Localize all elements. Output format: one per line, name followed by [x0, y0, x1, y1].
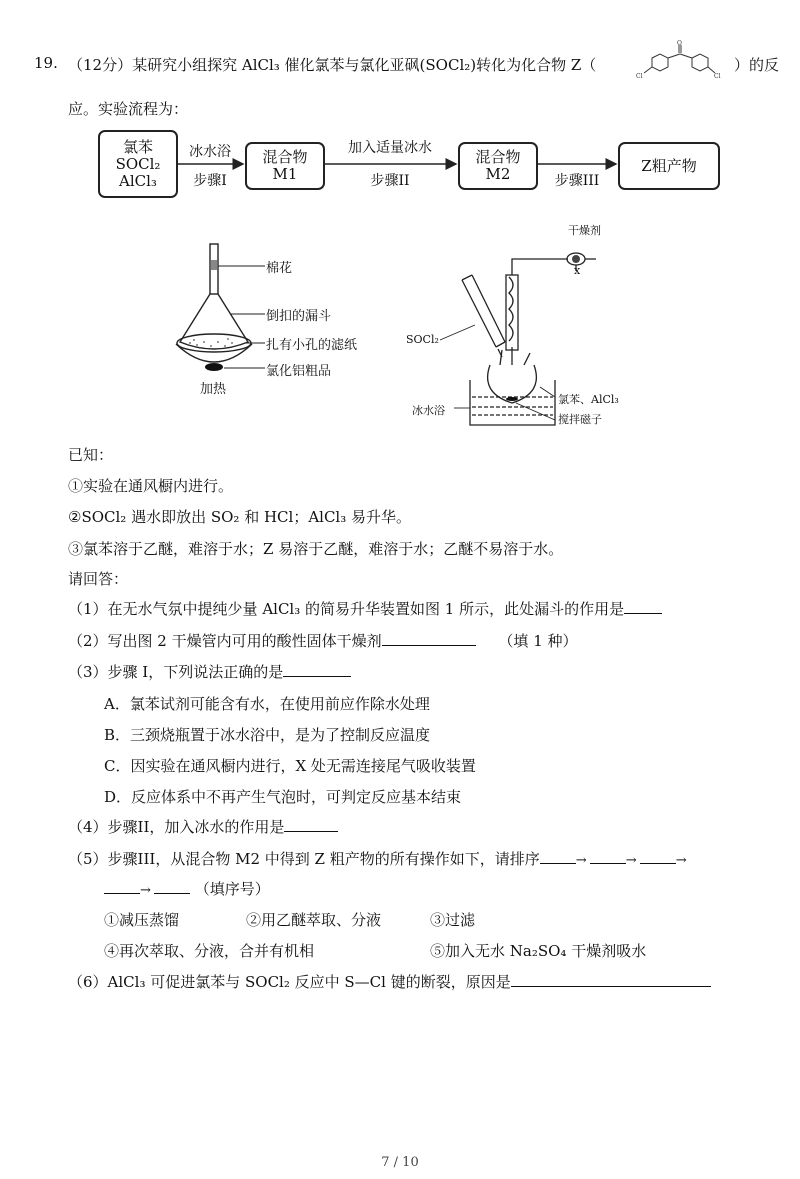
- q5: [68, 848, 690, 869]
- q6-text: （6）AlCl₃ 可促进氯苯与 SOCl₂ 反应中 S—Cl 键的断裂，原因是: [68, 973, 511, 991]
- fig1-label-cotton: 棉花: [266, 261, 293, 276]
- question-line1: （12分）某研究小组探究 AlCl₃ 催化氯苯与氯化亚砜(SOCl₂)转化为化合物 Z（: [68, 56, 597, 74]
- q6-answer-blank[interactable]: [511, 971, 711, 987]
- flow-arrow2-bottom: 步骤II: [370, 173, 410, 189]
- fig2-label-reagents: 氯苯、AlCl₃: [558, 393, 619, 406]
- question-number: 19.: [34, 54, 58, 72]
- q3-option-c: C．因实验在通风橱内进行，X 处无需连接尾气吸收装置: [104, 757, 476, 775]
- fig1-label-heat: 加热: [200, 382, 227, 397]
- q1-text: （1）在无水气氛中提纯少量 AlCl₃ 的简易升华装置如图 1 所示，此处漏斗的作用是: [68, 600, 625, 618]
- q5-text: （5）步骤III，从混合物 M2 中得到 Z 粗产物的所有操作如下，请排序: [68, 850, 540, 868]
- q4-text: （4）步骤II，加入冰水的作用是: [68, 818, 285, 836]
- flow-reagent-1: 氯苯: [122, 137, 153, 156]
- flow-arrow1-bottom: 步骤I: [193, 173, 227, 189]
- q3-option-d: D．反应体系中不再产生气泡时，可判定反应基本结束: [104, 788, 462, 806]
- flow-arrow2-top: 加入适量冰水: [348, 140, 432, 156]
- q5-blank-2[interactable]: [590, 848, 626, 864]
- q5-blank-3[interactable]: [640, 848, 676, 864]
- flow-arrow1-top: 冰水浴: [189, 144, 231, 160]
- q1-answer-blank[interactable]: [624, 598, 662, 614]
- flow-product: Z粗产物: [641, 156, 697, 175]
- fig2-label-desiccant: 干燥剂: [568, 224, 601, 237]
- fig1-label-filter: 扎有小孔的滤纸: [266, 338, 358, 353]
- flow-m2-line2: M2: [485, 165, 511, 183]
- svg-text:O: O: [677, 40, 682, 47]
- flow-reagent-3: AlCl₃: [119, 171, 157, 190]
- q5-arrow-2: →: [625, 853, 637, 868]
- flow-m1-line2: M1: [272, 165, 298, 183]
- fig2-label-x: x: [574, 264, 581, 277]
- q5-op-3: ③过滤: [430, 911, 476, 929]
- q5-op-4: ④再次萃取、分液，合并有机相: [104, 942, 315, 960]
- q3-text: （3）步骤 I，下列说法正确的是: [68, 663, 284, 681]
- q5-op-5: ⑤加入无水 Na₂SO₄ 干燥剂吸水: [430, 942, 647, 960]
- q5-blank-1[interactable]: [540, 848, 576, 864]
- fig1-label-crude: 氯化铝粗品: [266, 364, 332, 379]
- fig2-label-ice-bath: 冰水浴: [412, 404, 445, 417]
- flow-m2-line1: 混合物: [475, 148, 521, 166]
- q5-arrow-4: →: [140, 883, 151, 898]
- q3-option-b: B．三颈烧瓶置于冰水浴中，是为了控制反应温度: [104, 726, 431, 744]
- q5-arrow-1: →: [575, 853, 587, 868]
- q2-hint: （填 1 种）: [498, 632, 578, 650]
- known-heading: 已知：: [68, 446, 114, 464]
- q2: [68, 630, 578, 651]
- q5-arrow-3: →: [675, 853, 687, 868]
- svg-text:Cl: Cl: [714, 73, 721, 80]
- q3: [68, 661, 351, 682]
- cotton-plug: [211, 260, 217, 270]
- q6: [68, 971, 711, 992]
- q5-op-1: ①减压蒸馏: [104, 911, 180, 929]
- q3-answer-blank[interactable]: [283, 661, 351, 677]
- figure1-sublimation: [170, 230, 270, 400]
- flow-reagent-2: SOCl₂: [115, 154, 161, 173]
- q4: [68, 816, 338, 837]
- q5-hint: （填序号）: [194, 880, 270, 898]
- svg-text:Cl: Cl: [636, 73, 643, 80]
- q4-answer-blank[interactable]: [284, 816, 338, 832]
- flow-m1-line1: 混合物: [262, 148, 308, 166]
- q5-blank-5[interactable]: [154, 878, 190, 894]
- question-line1-end: ）的反: [734, 56, 780, 74]
- fig2-label-socl2: SOCl₂: [406, 333, 439, 346]
- known-item-2: ②SOCl₂ 遇水即放出 SO₂ 和 HCl；AlCl₃ 易升华。: [68, 508, 412, 526]
- q1: [68, 598, 662, 619]
- fig2-label-stir: 搅拌磁子: [558, 413, 602, 426]
- crude-alcl3: [205, 363, 223, 371]
- answer-heading: 请回答：: [68, 570, 129, 588]
- q2-text: （2）写出图 2 干燥管内可用的酸性固体干燥剂: [68, 632, 382, 650]
- page-number: 7 / 10: [381, 1155, 419, 1170]
- known-item-1: ①实验在通风橱内进行。: [68, 477, 234, 495]
- flow-arrow3-bottom: 步骤III: [554, 173, 600, 189]
- question-line2: 应。实验流程为：: [68, 100, 189, 118]
- q5-line2: [104, 878, 270, 899]
- stir-bar: [506, 397, 518, 401]
- q2-answer-blank[interactable]: [382, 630, 476, 646]
- known-item-3: ③氯苯溶于乙醚，难溶于水；Z 易溶于乙醚，难溶于水；乙醚不易溶于水。: [68, 540, 564, 558]
- fig1-label-funnel: 倒扣的漏斗: [266, 309, 332, 324]
- q5-blank-4[interactable]: [104, 878, 140, 894]
- q5-op-2: ②用乙醚萃取、分液: [246, 911, 382, 929]
- q3-option-a: A．氯苯试剂可能含有水，在使用前应作除水处理: [104, 695, 430, 713]
